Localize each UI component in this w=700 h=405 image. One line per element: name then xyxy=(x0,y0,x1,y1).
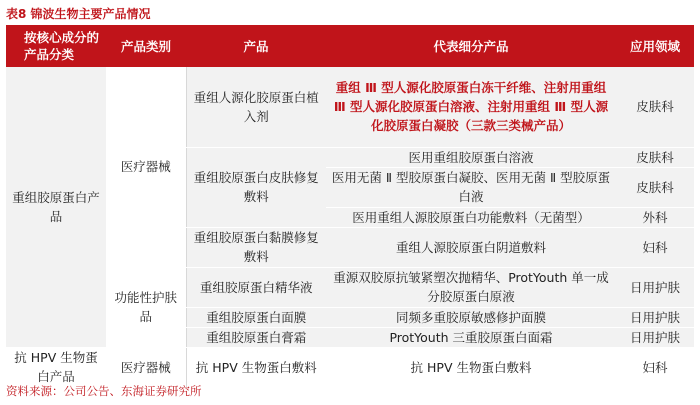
cell-application: 日用护肤 xyxy=(616,307,694,327)
table-header-row xyxy=(6,25,694,67)
table-row xyxy=(6,347,694,387)
cell-application: 妇科 xyxy=(616,347,694,387)
cell-medical-device: 医疗器械 xyxy=(106,67,186,267)
cell-cream-detail: ProtYouth 三重胶原蛋白面霜 xyxy=(326,327,616,347)
cell-application: 妇科 xyxy=(616,227,694,267)
cell-mucosa-detail: 重组人源胶原蛋白阴道敷料 xyxy=(326,227,616,267)
source-note: 资料来源：公司公告、东海证券研究所 xyxy=(6,384,202,398)
cell-group-recombinant: 重组胶原蛋白产品 xyxy=(6,67,106,347)
table-title: 表8 锦波生物主要产品情况 xyxy=(6,7,151,21)
cell-essence: 重组胶原蛋白精华液 xyxy=(186,267,326,307)
cell-skin-repair: 重组胶原蛋白皮肤修复敷料 xyxy=(186,147,326,227)
cell-essence-detail: 重源双胶原抗皱紧塑次抛精华、ProtYouth 单一成分胶原蛋白原液 xyxy=(326,267,616,307)
cell-hpv-dressing: 抗 HPV 生物蛋白敷料 xyxy=(186,347,326,387)
header-representative: 代表细分产品 xyxy=(326,25,616,67)
cell-application: 皮肤科 xyxy=(616,147,694,167)
cell-cream: 重组胶原蛋白膏霜 xyxy=(186,327,326,347)
cell-application: 皮肤科 xyxy=(616,67,694,147)
cell-application: 外科 xyxy=(616,207,694,227)
cell-repair-detail-2: 医用无菌 Ⅱ 型胶原蛋白凝胶、医用无菌 Ⅱ 型胶原蛋白液 xyxy=(326,167,616,207)
cell-hpv-detail: 抗 HPV 生物蛋白敷料 xyxy=(326,347,616,387)
cell-implant-detail: 重组 Ⅲ 型人源化胶原蛋白冻干纤维、注射用重组 Ⅲ 型人源化胶原蛋白溶液、注射用重组 Ⅲ 型人源化胶原蛋白凝胶（三款三类械产品） xyxy=(326,67,616,147)
cell-repair-detail-1: 医用重组胶原蛋白溶液 xyxy=(326,147,616,167)
cell-application: 皮肤科 xyxy=(616,167,694,207)
cell-application: 日用护肤 xyxy=(616,267,694,307)
cell-implant: 重组人源化胶原蛋白植入剂 xyxy=(186,67,326,147)
header-application: 应用领域 xyxy=(616,25,694,67)
cell-mask-detail: 同频多重胶原敏感修护面膜 xyxy=(326,307,616,327)
cell-mucosa-repair: 重组胶原蛋白黏膜修复敷料 xyxy=(186,227,326,267)
cell-mask: 重组胶原蛋白面膜 xyxy=(186,307,326,327)
cell-application: 日用护肤 xyxy=(616,327,694,347)
cell-repair-detail-3: 医用重组人源胶原蛋白功能敷料（无菌型） xyxy=(326,207,616,227)
cell-cosmetic-category: 功能性护肤品 xyxy=(106,267,186,347)
cell-group-hpv: 抗 HPV 生物蛋白产品 xyxy=(6,347,106,387)
table-row xyxy=(6,67,694,147)
header-core-ingredient: 按核心成分的产品分类 xyxy=(6,25,106,67)
cell-medical-device: 医疗器械 xyxy=(106,347,186,387)
table-row xyxy=(6,267,694,307)
header-product: 产品 xyxy=(186,25,326,67)
product-table xyxy=(6,25,694,388)
header-category: 产品类别 xyxy=(106,25,186,67)
